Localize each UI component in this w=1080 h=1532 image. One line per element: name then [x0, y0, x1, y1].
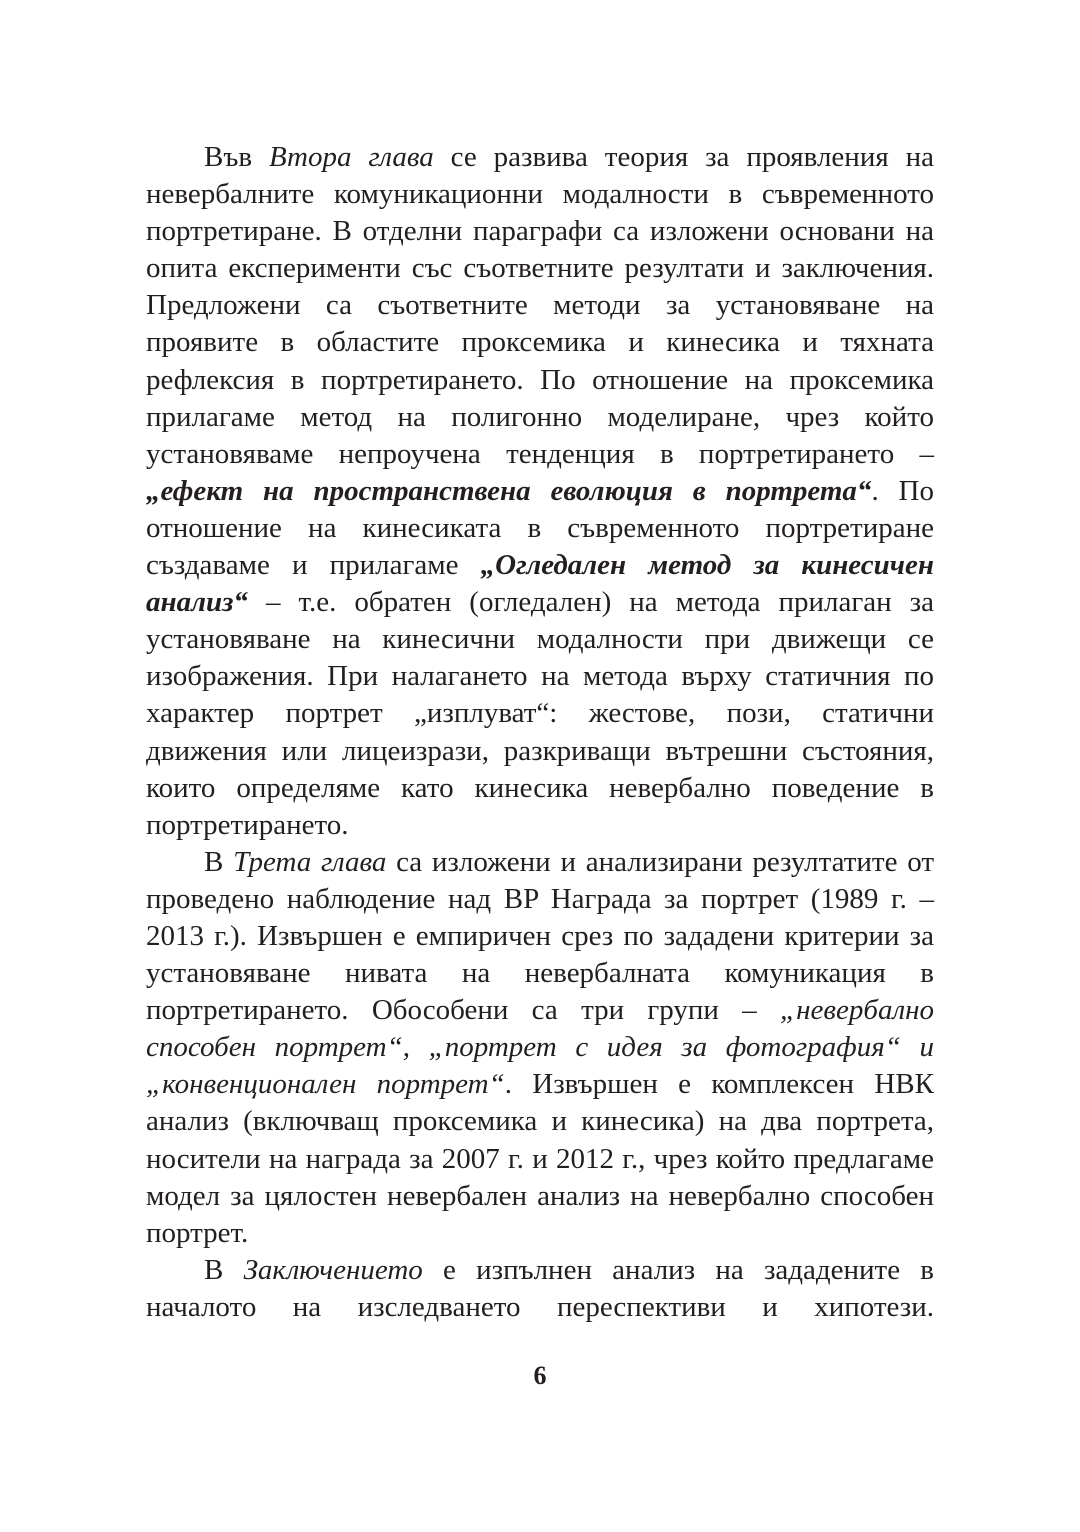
portrait-groups-terms: „невербално способен портрет“, „портрет с идея за фотография“ и „конвенционален портрет“: [146, 994, 934, 1101]
spatial-evolution-term: „ефект на пространствена еволюция в портрета“: [146, 474, 872, 507]
page-number: 6: [533, 1361, 547, 1390]
paragraph-chapter-two: Във Втора глава се развива теория за проявления на невербалните комуникационни модалности в съвременното портретиране. В отделни параграфи са изложени основани на опита експерименти със съответните резултати и заключения. Предложени са съответните методи за установяване на проявите в областите проксемика и кинесика и тяхната рефлексия в портретирането. По отношение на проксемика прилагаме метод на полигонно моделиране, чрез който установяваме непроучена тенденция в портретирането – „ефект на пространствена еволюция в портрета“. По отношение на кинесиката в съвременното портретиране създаваме и прилагаме „Огледален метод за кинесичен анализ“ – т.е. обратен (огледален) на метода прилаган за установяване на кинесични модалности при движещи се изображения. При налагането на метода върху статичния по характер портрет „изплуват“: жестове, пози, статични движения или лицеизрази, разкриващи вътрешни състояния, които определяме като кинесика невербално поведение в портретирането.: [146, 141, 934, 841]
chapter-three-title: Трета глава: [233, 845, 387, 878]
body-text: [146, 139, 934, 1326]
conclusion-title: Заключението: [243, 1253, 423, 1286]
chapter-two-title: Втора глава: [268, 141, 434, 173]
paragraph-conclusion: В Заключението е изпълнен анализ на зададените в началото на изследването переспективи и хипотези.: [146, 1253, 935, 1323]
mirror-method-term: „Огледален метод за кинесичен анализ“: [146, 549, 934, 619]
paragraph-chapter-three: В Трета глава са изложени и анализирани резултатите от проведено наблюдение над BP Награда за портрет (1989 г. – 2013 г.). Извършен е емпиричен срез по зададени критерии за установяване нивата на невербалната комуникация в портретирането. Обособени са три групи – „невербално способен портрет“, „портрет с идея за фотография“ и „конвенционален портрет“. Извършен е комплексен НВК анализ (включващ проксемика и кинесика) на два портрета, носители на награда за 2007 г. и 2012 г., чрез който предлагаме модел за цялостен невербален анализ на невербално способен портрет.: [146, 845, 935, 1249]
